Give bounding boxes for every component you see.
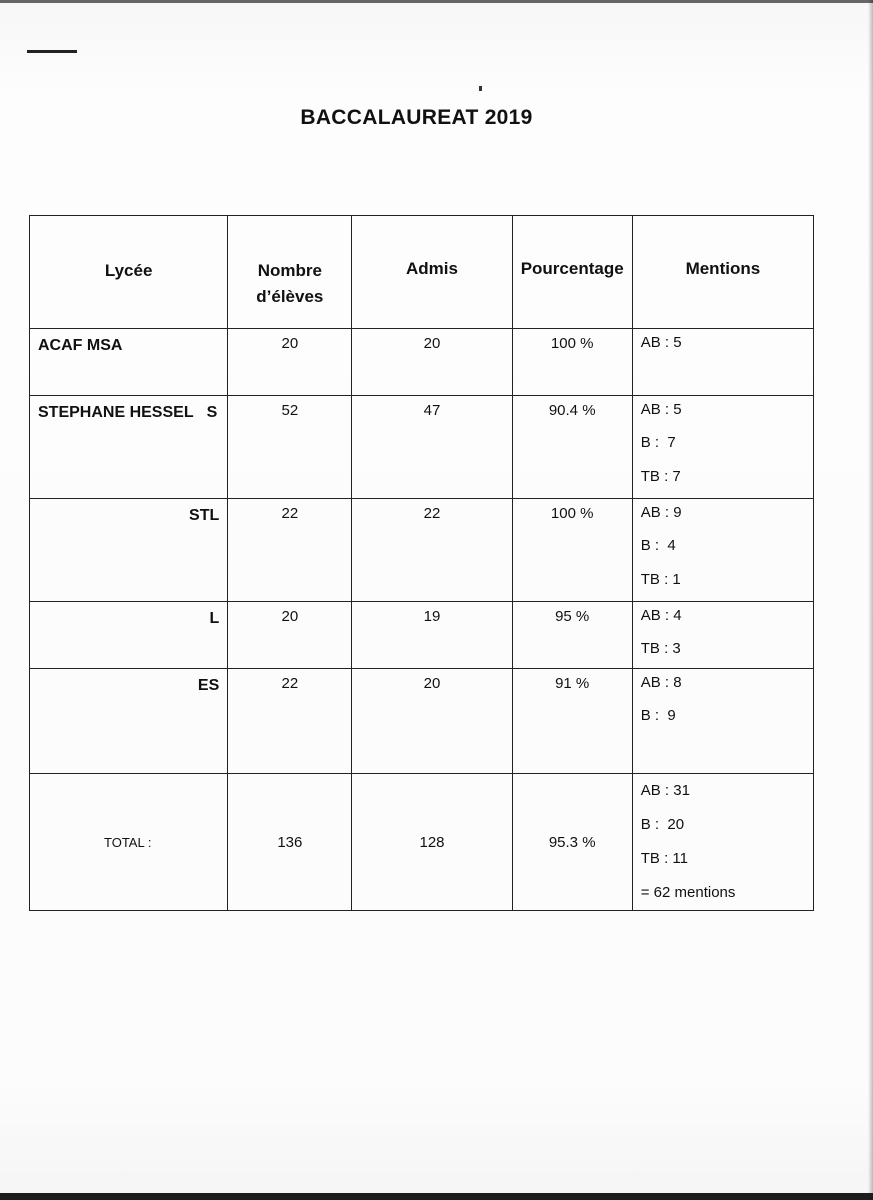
mention-item: B : 20 [640,816,685,833]
header-nombre [228,216,352,329]
cell-pourcentage: 95 % [512,602,632,669]
cell-admis: 20 [352,329,512,396]
scan-top-edge [0,0,873,3]
scan-bottom-edge [0,1193,873,1200]
cell-mentions [632,669,813,774]
cell-admis: 20 [352,669,512,774]
mention-item: = 62 mentions [640,884,736,901]
cell-nombre: 22 [228,499,352,602]
cell-total-admis: 128 [352,774,512,911]
mention-item: B : 7 [640,434,676,451]
mention-item: AB : 9 [640,504,682,521]
cell-admis: 19 [352,602,512,669]
table-row [30,499,814,602]
cell-lycee: STL [30,499,228,602]
table-header-row [30,216,814,329]
cell-total-mentions [632,774,813,911]
cell-nombre: 20 [228,602,352,669]
mention-item: AB : 31 [640,782,690,799]
mention-item: AB : 8 [640,674,682,691]
mention-item: TB : 11 [640,850,688,867]
cell-nombre: 22 [228,669,352,774]
scan-right-shadow [868,0,873,1200]
cell-total-label: TOTAL : [30,774,228,911]
cell-pourcentage: 91 % [512,669,632,774]
document-title: BACCALAUREAT 2019 [300,106,533,129]
mention-item: B : 9 [640,707,676,724]
cell-mentions [632,396,813,499]
header-pourcentage: Pourcentage [512,216,632,329]
table-total-row [30,774,814,911]
cell-lycee: L [30,602,228,669]
cell-lycee: ACAF MSA [30,329,228,396]
table-row [30,329,814,396]
header-lycee: Lycée [30,216,228,329]
mention-item: AB : 4 [640,607,682,624]
header-mentions: Mentions [632,216,813,329]
table-row [30,602,814,669]
header-nombre-line1: Nombre [257,261,322,280]
cell-pourcentage: 100 % [512,499,632,602]
cell-nombre: 20 [228,329,352,396]
mention-item: AB : 5 [640,334,682,351]
cell-pourcentage: 100 % [512,329,632,396]
results-table [29,215,814,911]
cell-total-nombre: 136 [228,774,352,911]
header-nombre-line2: d’élèves [256,287,324,306]
mention-item: TB : 1 [640,571,681,588]
cell-mentions [632,499,813,602]
table-row [30,396,814,499]
mention-item: B : 4 [640,537,676,554]
cell-pourcentage: 90.4 % [512,396,632,499]
cell-admis: 47 [352,396,512,499]
table-row [30,669,814,774]
cell-nombre: 52 [228,396,352,499]
mention-item: TB : 3 [640,640,681,657]
cell-lycee: STEPHANE HESSEL S [30,396,228,499]
cell-mentions [632,602,813,669]
scan-mark-dot [479,86,482,91]
cell-total-pourcentage: 95.3 % [512,774,632,911]
mention-item: TB : 7 [640,468,681,485]
cell-admis: 22 [352,499,512,602]
header-admis: Admis [352,216,512,329]
mention-item: AB : 5 [640,401,682,418]
scan-mark-dash [27,50,77,53]
cell-mentions [632,329,813,396]
cell-lycee: ES [30,669,228,774]
